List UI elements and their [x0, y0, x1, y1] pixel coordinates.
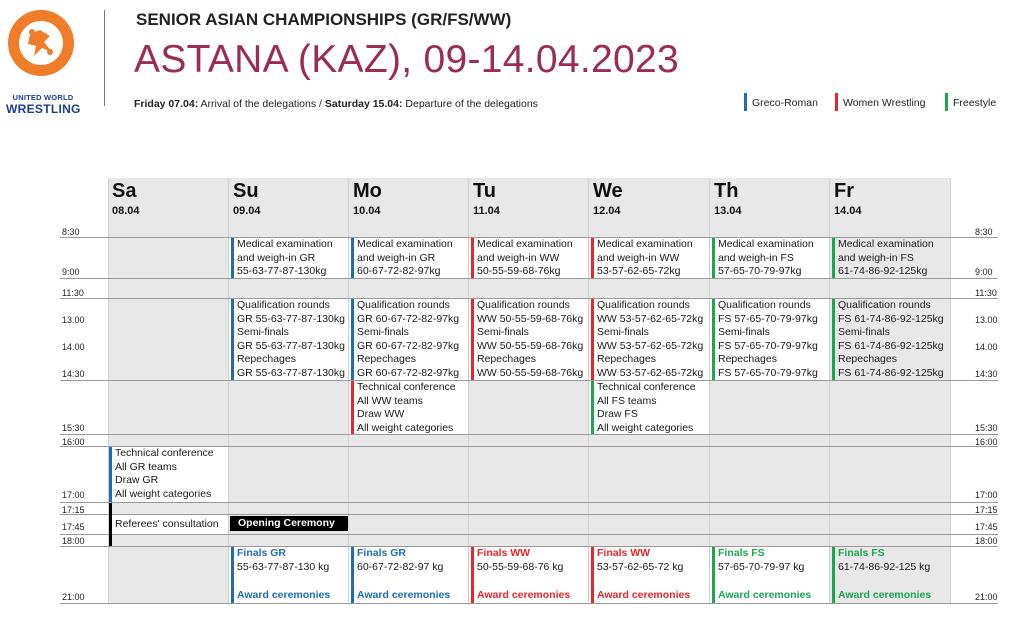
- event-line: and weigh-in GR: [357, 251, 436, 264]
- day-name: Sa: [112, 180, 137, 202]
- time-label: 14.00: [62, 342, 85, 352]
- event-line: 61-74-86-92-125kg: [838, 265, 928, 278]
- competition-session-block: [231, 299, 348, 380]
- competition-session-block: [712, 299, 829, 380]
- session-label: Semi-finals: [597, 326, 649, 339]
- time-label: 21:00: [62, 592, 85, 602]
- day-date: 08.04: [112, 205, 140, 217]
- finals-block: [471, 547, 588, 603]
- logo-text-line2: WRESTLING: [6, 102, 81, 116]
- session-label: Repechages: [718, 353, 777, 366]
- medical-weigh-in-block: [712, 238, 829, 278]
- competition-session-block: [832, 299, 950, 380]
- event-line: Technical conference: [357, 381, 456, 393]
- competition-session-block: [351, 299, 468, 380]
- session-label: Qualification rounds: [597, 299, 690, 311]
- award-ceremonies: Award ceremonies: [838, 589, 932, 602]
- finals-categories: 57-65-70-79-97 kg: [718, 560, 805, 573]
- column-separator: [829, 178, 830, 603]
- finals-categories: 55-63-77-87-130 kg: [237, 560, 330, 573]
- technical-conference-ww: [351, 381, 468, 434]
- session-label: Qualification rounds: [237, 299, 330, 311]
- column-separator: [468, 178, 469, 603]
- time-label: 11:30: [975, 288, 997, 298]
- session-categories: FS 61-74-86-92-125kg: [838, 366, 944, 379]
- time-label: 21:00: [975, 592, 998, 602]
- event-line: Technical conference: [597, 381, 696, 393]
- legend-women-wrestling: Women Wrestling: [835, 93, 925, 111]
- finals-title: Finals FS: [838, 547, 885, 559]
- session-categories: WW 53-57-62-65-72kg: [597, 312, 704, 325]
- medical-weigh-in-block: [351, 238, 468, 278]
- day-name: Mo: [353, 180, 382, 202]
- event-line: Medical examination: [237, 238, 333, 250]
- technical-conference-gr: [109, 447, 228, 502]
- finals-categories: 53-57-62-65-72 kg: [597, 560, 684, 573]
- event-line: All weight categories: [357, 421, 454, 434]
- event-location-dates: ASTANA (KAZ), 09-14.04.2023: [134, 38, 679, 81]
- session-label: Semi-finals: [477, 326, 529, 339]
- event-line: All weight categories: [115, 487, 212, 500]
- finals-categories: 61-74-86-92-125 kg: [838, 560, 931, 573]
- session-label: Qualification rounds: [357, 299, 450, 311]
- event-line: and weigh-in WW: [477, 251, 560, 264]
- day-name: Th: [714, 180, 739, 202]
- event-line: Medical examination: [838, 238, 934, 250]
- time-label: 11:30: [62, 288, 84, 298]
- session-categories: WW 53-57-62-65-72kg: [597, 366, 704, 379]
- session-categories: GR 55-63-77-87-130kg: [237, 366, 345, 379]
- day-date: 13.04: [714, 205, 742, 217]
- time-label: 8:30: [62, 227, 80, 237]
- event-line: Draw GR: [115, 474, 159, 487]
- time-label: 16:00: [975, 437, 998, 447]
- session-label: Semi-finals: [718, 326, 770, 339]
- gridline: [60, 603, 998, 604]
- event-line: and weigh-in FS: [838, 251, 914, 264]
- competition-session-block: [471, 299, 588, 380]
- session-categories: FS 57-65-70-79-97kg: [718, 366, 818, 379]
- finals-block: [832, 547, 950, 603]
- medical-weigh-in-block: [591, 238, 709, 278]
- medical-weigh-in-block: [832, 238, 950, 278]
- session-label: Qualification rounds: [838, 299, 931, 311]
- time-label: 13.00: [62, 315, 85, 325]
- session-label: Semi-finals: [237, 326, 289, 339]
- session-label: Qualification rounds: [477, 299, 570, 311]
- departure-text: Departure of the delegations: [402, 98, 538, 110]
- time-label: 8:30: [975, 227, 993, 237]
- medical-weigh-in-block: [471, 238, 588, 278]
- event-line: 55-63-77-87-130kg: [237, 265, 327, 278]
- time-label: 17:15: [975, 505, 998, 515]
- session-categories: WW 50-55-59-68-76kg: [477, 339, 584, 352]
- time-label: 9:00: [975, 267, 993, 277]
- wrestlers-icon: [20, 22, 62, 64]
- award-ceremonies: Award ceremonies: [237, 589, 331, 602]
- day-date: 10.04: [353, 205, 381, 217]
- event-line: Medical examination: [597, 238, 693, 250]
- time-label: 17:15: [62, 505, 85, 515]
- column-separator: [348, 178, 349, 603]
- event-line: Draw FS: [597, 408, 638, 421]
- time-label: 13.00: [975, 315, 998, 325]
- session-categories: GR 55-63-77-87-130kg: [237, 312, 345, 325]
- time-label: 18:00: [62, 536, 85, 546]
- session-categories: GR 60-67-72-82-97kg: [357, 366, 460, 379]
- time-label: 17:00: [62, 490, 85, 500]
- event-line: Medical examination: [477, 238, 573, 250]
- session-categories: FS 61-74-86-92-125kg: [838, 312, 944, 325]
- uww-logo: [6, 8, 81, 116]
- gridline: [60, 434, 998, 435]
- finals-block: [351, 547, 468, 603]
- day-date: 11.04: [473, 205, 500, 217]
- finals-block: [231, 547, 348, 603]
- gridline: [60, 380, 998, 381]
- session-label: Repechages: [357, 353, 416, 366]
- event-line: 50-55-59-68-76kg: [477, 265, 561, 278]
- finals-block: [712, 547, 829, 603]
- event-line: Technical conference: [115, 447, 214, 459]
- time-label: 16:00: [62, 437, 85, 447]
- day-date: 14.04: [834, 205, 862, 217]
- finals-title: Finals FS: [718, 547, 765, 559]
- arrival-departure-note: [134, 98, 538, 110]
- event-line: 60-67-72-82-97kg: [357, 265, 441, 278]
- session-label: Qualification rounds: [718, 299, 811, 311]
- session-categories: FS 57-65-70-79-97kg: [718, 312, 818, 325]
- day-name: Fr: [834, 180, 854, 202]
- legend-freestyle: Freestyle: [945, 93, 996, 111]
- column-separator: [228, 178, 229, 603]
- time-label: 14.00: [975, 342, 998, 352]
- session-categories: FS 57-65-70-79-97kg: [718, 339, 818, 352]
- finals-title: Finals GR: [237, 547, 287, 559]
- day-name: We: [593, 180, 623, 202]
- time-label: 17:45: [62, 522, 85, 532]
- award-ceremonies: Award ceremonies: [357, 589, 451, 602]
- award-ceremonies: Award ceremonies: [597, 589, 691, 602]
- session-label: Repechages: [838, 353, 897, 366]
- event-line: All weight categories: [597, 421, 694, 434]
- time-label: 15:30: [975, 423, 998, 433]
- session-categories: WW 50-55-59-68-76kg: [477, 366, 584, 379]
- logo-text-line1: UNITED WORLD: [12, 93, 74, 102]
- technical-conference-fs: [591, 381, 709, 434]
- day-date: 12.04: [593, 205, 621, 217]
- time-label: 18:00: [975, 536, 998, 546]
- session-categories: GR 60-67-72-82-97kg: [357, 339, 460, 352]
- event-line: Medical examination: [718, 238, 814, 250]
- column-separator: [950, 178, 951, 603]
- session-label: Repechages: [237, 353, 296, 366]
- event-line: and weigh-in FS: [718, 251, 794, 264]
- finals-categories: 50-55-59-68-76 kg: [477, 560, 564, 573]
- award-ceremonies: Award ceremonies: [477, 589, 571, 602]
- finals-categories: 60-67-72-82-97 kg: [357, 560, 444, 573]
- session-label: Semi-finals: [357, 326, 409, 339]
- event-line: All FS teams: [597, 394, 657, 407]
- event-line: and weigh-in WW: [597, 251, 680, 264]
- referees-consultation: Referees' consultation: [109, 503, 228, 546]
- header-divider: [104, 10, 105, 106]
- event-line: and weigh-in GR: [237, 251, 316, 264]
- session-label: Semi-finals: [838, 326, 890, 339]
- session-categories: WW 50-55-59-68-76kg: [477, 312, 584, 325]
- time-label: 14:30: [62, 369, 85, 379]
- arrival-day: Friday 07.04:: [134, 98, 199, 110]
- medical-weigh-in-block: [231, 238, 348, 278]
- finals-title: Finals WW: [477, 547, 531, 559]
- column-separator: [709, 178, 710, 603]
- column-separator: [588, 178, 589, 603]
- opening-ceremony: Opening Ceremony: [230, 516, 348, 531]
- departure-day: Saturday 15.04:: [324, 98, 403, 110]
- session-categories: GR 55-63-77-87-130kg: [237, 339, 345, 352]
- event-line: Medical examination: [357, 238, 453, 250]
- event-line: 53-57-62-65-72kg: [597, 265, 681, 278]
- session-label: Repechages: [477, 353, 536, 366]
- day-name: Tu: [473, 180, 496, 202]
- finals-block: [591, 547, 709, 603]
- gridline: [60, 278, 998, 279]
- day-date: 09.04: [233, 205, 261, 217]
- event-line: 57-65-70-79-97kg: [718, 265, 802, 278]
- competition-session-block: [591, 299, 709, 380]
- session-label: Repechages: [597, 353, 656, 366]
- award-ceremonies: Award ceremonies: [718, 589, 812, 602]
- session-categories: FS 61-74-86-92-125kg: [838, 339, 944, 352]
- event-line: Draw WW: [357, 408, 405, 421]
- time-label: 17:00: [975, 490, 998, 500]
- event-line: All WW teams: [357, 394, 423, 407]
- session-categories: GR 60-67-72-82-97kg: [357, 312, 460, 325]
- time-label: 15:30: [62, 423, 85, 433]
- event-line: All GR teams: [115, 460, 177, 473]
- session-categories: WW 53-57-62-65-72kg: [597, 339, 704, 352]
- legend-greco-roman: Greco-Roman: [744, 93, 818, 111]
- finals-title: Finals WW: [597, 547, 651, 559]
- arrival-text: Arrival of the delegations /: [198, 98, 325, 110]
- finals-title: Finals GR: [357, 547, 407, 559]
- day-name: Su: [233, 180, 259, 202]
- time-label: 14:30: [975, 369, 998, 379]
- time-label: 9:00: [62, 267, 80, 277]
- time-label: 17:45: [975, 522, 998, 532]
- event-title: SENIOR ASIAN CHAMPIONSHIPS (GR/FS/WW): [136, 10, 512, 29]
